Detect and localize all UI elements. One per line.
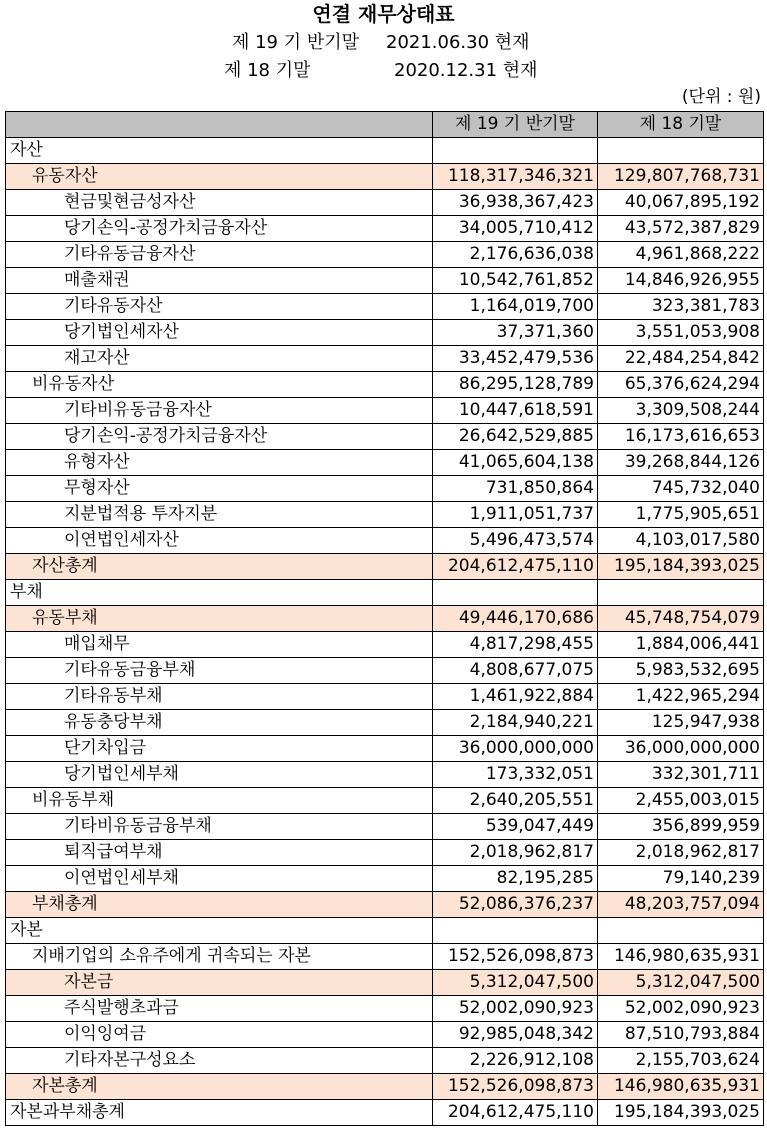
prior-period-amount: 5,312,047,500 [598,970,764,996]
current-period-amount: 52,002,090,923 [433,996,598,1022]
current-period-amount: 118,317,346,321 [433,164,598,190]
prior-period-amount: 16,173,616,653 [598,424,764,450]
account-name: 기타비유동금융부채 [6,814,433,840]
prior-period-amount: 1,422,965,294 [598,684,764,710]
table-row [6,1048,764,1074]
current-period-amount: 173,332,051 [433,762,598,788]
account-name: 무형자산 [6,476,433,502]
prior-period-amount: 195,184,393,025 [598,1100,764,1126]
prior-period-amount [598,138,764,164]
current-period-amount: 82,195,285 [433,866,598,892]
table-row [6,190,764,216]
prior-period-amount: 129,807,768,731 [598,164,764,190]
table-row [6,424,764,450]
account-name: 이연법인세부채 [6,866,433,892]
prior-period-amount: 332,301,711 [598,762,764,788]
account-name: 기타유동자산 [6,294,433,320]
current-period-amount: 1,461,922,884 [433,684,598,710]
current-period-amount: 41,065,604,138 [433,450,598,476]
prior-period-amount: 146,980,635,931 [598,1074,764,1100]
current-period-amount: 4,817,298,455 [433,632,598,658]
period-current-label: 제 19 기 반기말 [232,32,360,53]
table-row [6,996,764,1022]
current-period-amount: 5,312,047,500 [433,970,598,996]
account-name: 당기손익-공정가치금융자산 [6,216,433,242]
prior-period-amount [598,580,764,606]
current-period-amount: 4,808,677,075 [433,658,598,684]
column-header-current: 제 19 기 반기말 [433,112,598,138]
prior-period-amount: 323,381,783 [598,294,764,320]
current-period-amount [433,918,598,944]
current-period-amount: 1,911,051,737 [433,502,598,528]
current-period-amount: 731,850,864 [433,476,598,502]
account-name: 자본총계 [6,1074,433,1100]
prior-period-amount: 22,484,254,842 [598,346,764,372]
prior-period-amount: 2,455,003,015 [598,788,764,814]
current-period-amount: 152,526,098,873 [433,944,598,970]
account-name: 부채총계 [6,892,433,918]
account-name: 당기법인세부채 [6,762,433,788]
current-period-amount: 52,086,376,237 [433,892,598,918]
table-row [6,294,764,320]
table-row [6,476,764,502]
current-period-amount: 36,938,367,423 [433,190,598,216]
account-name: 기타비유동금융자산 [6,398,433,424]
table-row [6,450,764,476]
current-period-amount: 204,612,475,110 [433,1100,598,1126]
prior-period-amount: 52,002,090,923 [598,996,764,1022]
prior-period-amount: 745,732,040 [598,476,764,502]
current-period-amount: 5,496,473,574 [433,528,598,554]
current-period-amount: 204,612,475,110 [433,554,598,580]
current-period-amount: 33,452,479,536 [433,346,598,372]
period-prior-date: 2020.12.31 현재 [394,60,538,81]
prior-period-amount: 1,775,905,651 [598,502,764,528]
account-name: 비유동부채 [6,788,433,814]
prior-period-amount: 2,155,703,624 [598,1048,764,1074]
prior-period-amount: 4,961,868,222 [598,242,764,268]
prior-period-amount: 2,018,962,817 [598,840,764,866]
current-period-amount: 2,226,912,108 [433,1048,598,1074]
prior-period-amount: 45,748,754,079 [598,606,764,632]
account-name: 자본 [6,918,433,944]
account-name: 자본과부채총계 [6,1100,433,1126]
account-name: 자산 [6,138,433,164]
prior-period-amount [598,918,764,944]
prior-period-amount: 79,140,239 [598,866,764,892]
table-row [6,632,764,658]
current-period-amount [433,138,598,164]
table-row [6,814,764,840]
column-header-prior: 제 18 기말 [598,112,764,138]
account-name: 유동충당부채 [6,710,433,736]
current-period-amount: 86,295,128,789 [433,372,598,398]
table-row [6,398,764,424]
account-name: 유동자산 [6,164,433,190]
current-period-amount: 36,000,000,000 [433,736,598,762]
table-header-row [6,112,764,138]
account-name: 기타유동부채 [6,684,433,710]
prior-period-amount: 125,947,938 [598,710,764,736]
current-period-amount: 10,542,761,852 [433,268,598,294]
account-name: 기타유동금융부채 [6,658,433,684]
current-period-amount: 10,447,618,591 [433,398,598,424]
period-prior-label: 제 18 기말 [224,60,311,81]
prior-period-amount: 39,268,844,126 [598,450,764,476]
table-row [6,502,764,528]
current-period-amount [433,580,598,606]
table-row [6,840,764,866]
balance-sheet-table [5,111,764,1126]
account-name: 이연법인세자산 [6,528,433,554]
table-row [6,216,764,242]
prior-period-amount: 195,184,393,025 [598,554,764,580]
table-row [6,736,764,762]
table-row [6,944,764,970]
table-row [6,1100,764,1126]
table-row [6,710,764,736]
prior-period-amount: 14,846,926,955 [598,268,764,294]
prior-period-amount: 1,884,006,441 [598,632,764,658]
table-row [6,528,764,554]
table-row [6,892,764,918]
current-period-amount: 539,047,449 [433,814,598,840]
table-row [6,346,764,372]
account-name: 자산총계 [6,554,433,580]
table-row [6,138,764,164]
prior-period-amount: 356,899,959 [598,814,764,840]
table-row [6,242,764,268]
account-name: 주식발행초과금 [6,996,433,1022]
prior-period-amount: 87,510,793,884 [598,1022,764,1048]
table-body [6,138,764,1126]
account-name: 단기차입금 [6,736,433,762]
table-row [6,164,764,190]
prior-period-amount: 36,000,000,000 [598,736,764,762]
current-period-amount: 152,526,098,873 [433,1074,598,1100]
account-name: 유동부채 [6,606,433,632]
prior-period-amount: 43,572,387,829 [598,216,764,242]
current-period-amount: 37,371,360 [433,320,598,346]
table-row [6,918,764,944]
account-name: 매입채무 [6,632,433,658]
table-row [6,762,764,788]
prior-period-amount: 146,980,635,931 [598,944,764,970]
current-period-amount: 2,640,205,551 [433,788,598,814]
current-period-amount: 34,005,710,412 [433,216,598,242]
account-name: 비유동자산 [6,372,433,398]
account-name: 매출채권 [6,268,433,294]
table-row [6,788,764,814]
account-name: 현금및현금성자산 [6,190,433,216]
table-row [6,658,764,684]
current-period-amount: 2,018,962,817 [433,840,598,866]
account-name: 지배기업의 소유주에게 귀속되는 자본 [6,944,433,970]
table-row [6,606,764,632]
prior-period-amount: 4,103,017,580 [598,528,764,554]
table-row [6,268,764,294]
table-row [6,320,764,346]
column-header-label [6,112,433,138]
table-row [6,1074,764,1100]
table-row [6,554,764,580]
account-name: 이익잉여금 [6,1022,433,1048]
current-period-amount: 26,642,529,885 [433,424,598,450]
prior-period-amount: 3,551,053,908 [598,320,764,346]
account-name: 당기손익-공정가치금융자산 [6,424,433,450]
account-name: 자본금 [6,970,433,996]
current-period-amount: 1,164,019,700 [433,294,598,320]
account-name: 기타유동금융자산 [6,242,433,268]
prior-period-amount: 40,067,895,192 [598,190,764,216]
table-row [6,866,764,892]
period-current-date: 2021.06.30 현재 [386,32,530,53]
prior-period-amount: 3,309,508,244 [598,398,764,424]
current-period-amount: 2,184,940,221 [433,710,598,736]
current-period-amount: 49,446,170,686 [433,606,598,632]
account-name: 기타자본구성요소 [6,1048,433,1074]
prior-period-amount: 48,203,757,094 [598,892,764,918]
prior-period-amount: 5,983,532,695 [598,658,764,684]
account-name: 지분법적용 투자지분 [6,502,433,528]
unit-label: (단위 : 원) [681,87,761,107]
account-name: 부채 [6,580,433,606]
table-row [6,970,764,996]
account-name: 재고자산 [6,346,433,372]
current-period-amount: 2,176,636,038 [433,242,598,268]
account-name: 유형자산 [6,450,433,476]
prior-period-amount: 65,376,624,294 [598,372,764,398]
table-row [6,580,764,606]
table-row [6,1022,764,1048]
account-name: 당기법인세자산 [6,320,433,346]
page-title: 연결 재무상태표 [312,2,455,26]
table-row [6,372,764,398]
table-row [6,684,764,710]
account-name: 퇴직급여부채 [6,840,433,866]
current-period-amount: 92,985,048,342 [433,1022,598,1048]
